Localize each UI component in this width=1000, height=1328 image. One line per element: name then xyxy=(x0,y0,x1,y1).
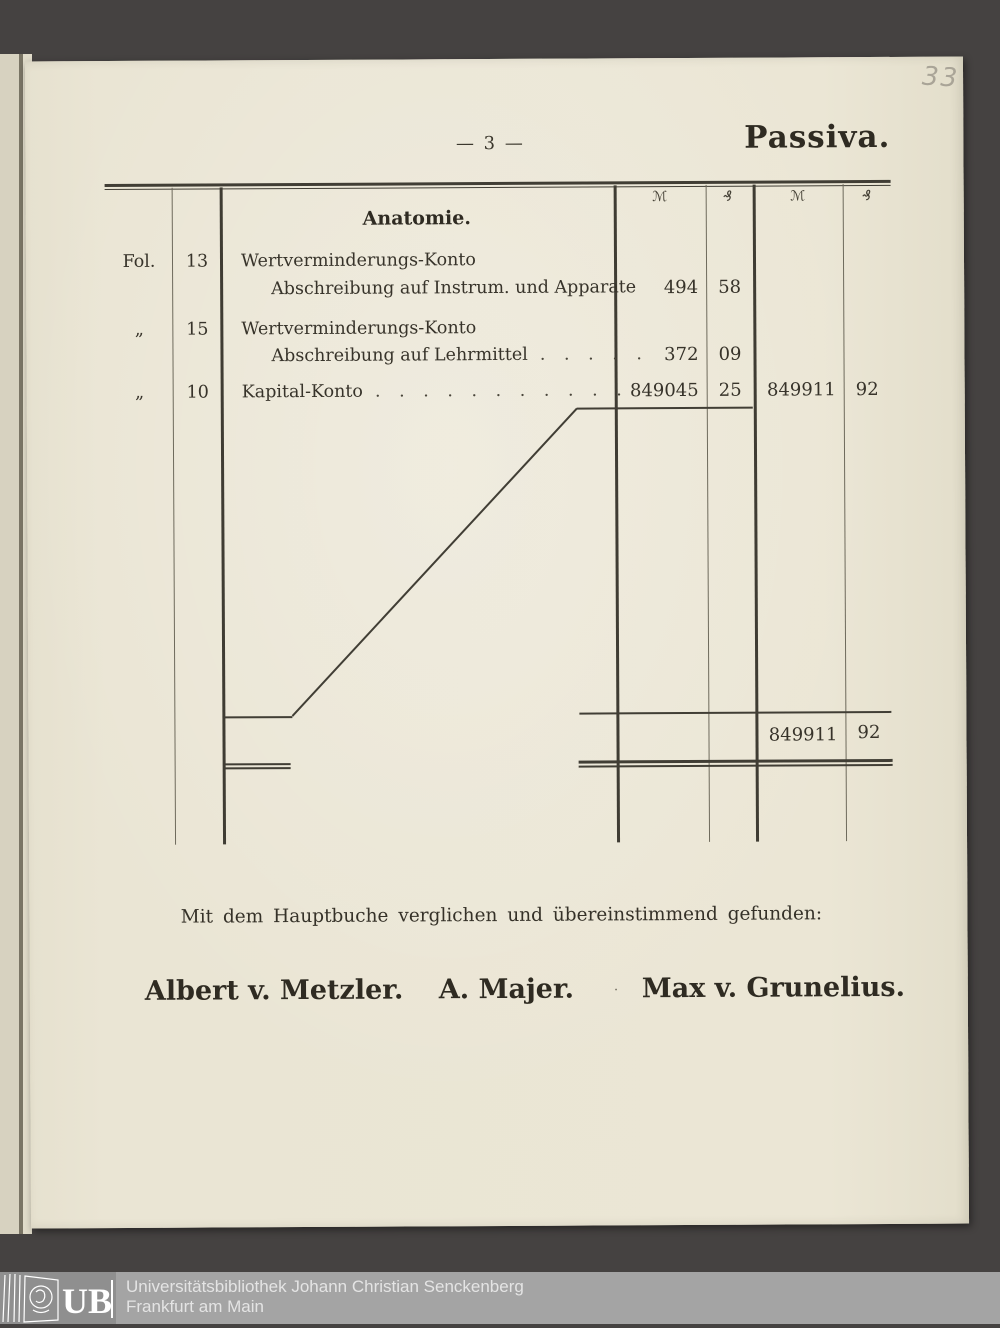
row3-amount-pfennig-2: 92 xyxy=(855,378,879,401)
row3-dot-leader: . . . . . . . . . . . xyxy=(374,380,623,402)
row2-description-line1: Wertverminderungs-Konto xyxy=(241,318,477,340)
col-header-pfennig-2: ₰ xyxy=(862,188,872,205)
col-header-mark-2: ℳ xyxy=(790,188,806,205)
handwritten-folio-number: 33 xyxy=(921,61,961,94)
ub-logo-icon xyxy=(0,1272,116,1324)
ledger-page xyxy=(25,57,969,1229)
ub-logo-text: UB xyxy=(62,1281,113,1321)
library-name xyxy=(126,1277,524,1317)
row3-description-line1 xyxy=(242,380,623,402)
row1-description-line2: Abschreibung auf Instrum. und Apparate xyxy=(271,277,637,300)
row2-ditto-mark: „ xyxy=(134,319,144,340)
signature-majer: A. Majer. xyxy=(438,973,575,1006)
closing-line-left xyxy=(223,716,292,718)
row2-description-line2 xyxy=(271,344,642,366)
row1-description-line1: Wertverminderungs-Konto xyxy=(240,250,476,272)
page-title-passiva: Passiva. xyxy=(744,118,891,156)
row3-folio-number: 10 xyxy=(186,382,209,403)
row3-amount-mark-2: 849911 xyxy=(766,379,836,401)
library-name-line1: Universitätsbibliothek Johann Christian Senckenberg xyxy=(126,1277,524,1296)
subtotal-underline xyxy=(577,407,753,410)
library-footer-bar xyxy=(0,1272,1000,1324)
row3-ditto-mark: „ xyxy=(135,382,145,403)
book-page-edge-strip xyxy=(0,54,19,1234)
signature-grunelius: Max v. Grunelius. xyxy=(641,971,906,1005)
library-logo-box xyxy=(0,1272,116,1324)
row2-amount-pfennig: 09 xyxy=(718,343,742,365)
signature-metzler: Albert v. Metzler. xyxy=(144,974,404,1007)
column-line-number xyxy=(220,187,226,844)
row3-description-text: Kapital-Konto xyxy=(241,381,364,403)
row2-amount-mark: 372 xyxy=(664,343,699,366)
column-line-fol xyxy=(172,188,176,845)
diagonal-closing-line xyxy=(292,408,578,717)
row1-amount-pfennig: 58 xyxy=(718,276,742,298)
page-number: — 3 — xyxy=(455,132,525,155)
left-double-rule-top xyxy=(224,763,291,765)
col-header-pfennig-1: ₰ xyxy=(723,188,733,205)
row1-fol-label: Fol. xyxy=(122,251,156,272)
row2-dot-leader: . . . . . xyxy=(539,344,643,365)
col-header-mark-1: ℳ xyxy=(652,189,668,206)
row3-amount-pfennig-1: 25 xyxy=(718,379,742,401)
row3-amount-mark-1: 849045 xyxy=(629,379,699,402)
attestation-line: Mit dem Hauptbuche verglichen und übereinstimmend gefunden: xyxy=(180,903,823,928)
row2-description-text: Abschreibung auf Lehrmittel xyxy=(271,344,528,367)
row1-folio-number: 13 xyxy=(185,251,209,272)
stray-ink-dot: · xyxy=(613,982,619,999)
left-double-rule-bottom xyxy=(224,767,291,769)
library-name-line2: Frankfurt am Main xyxy=(126,1297,264,1316)
column-line-amount2 xyxy=(753,185,759,842)
row2-folio-number: 15 xyxy=(186,319,209,340)
account-section-heading: Anatomie. xyxy=(362,207,472,230)
total-amount-pfennig: 92 xyxy=(857,721,881,744)
total-amount-mark: 849911 xyxy=(768,724,838,746)
row1-amount-mark: 494 xyxy=(663,276,699,299)
